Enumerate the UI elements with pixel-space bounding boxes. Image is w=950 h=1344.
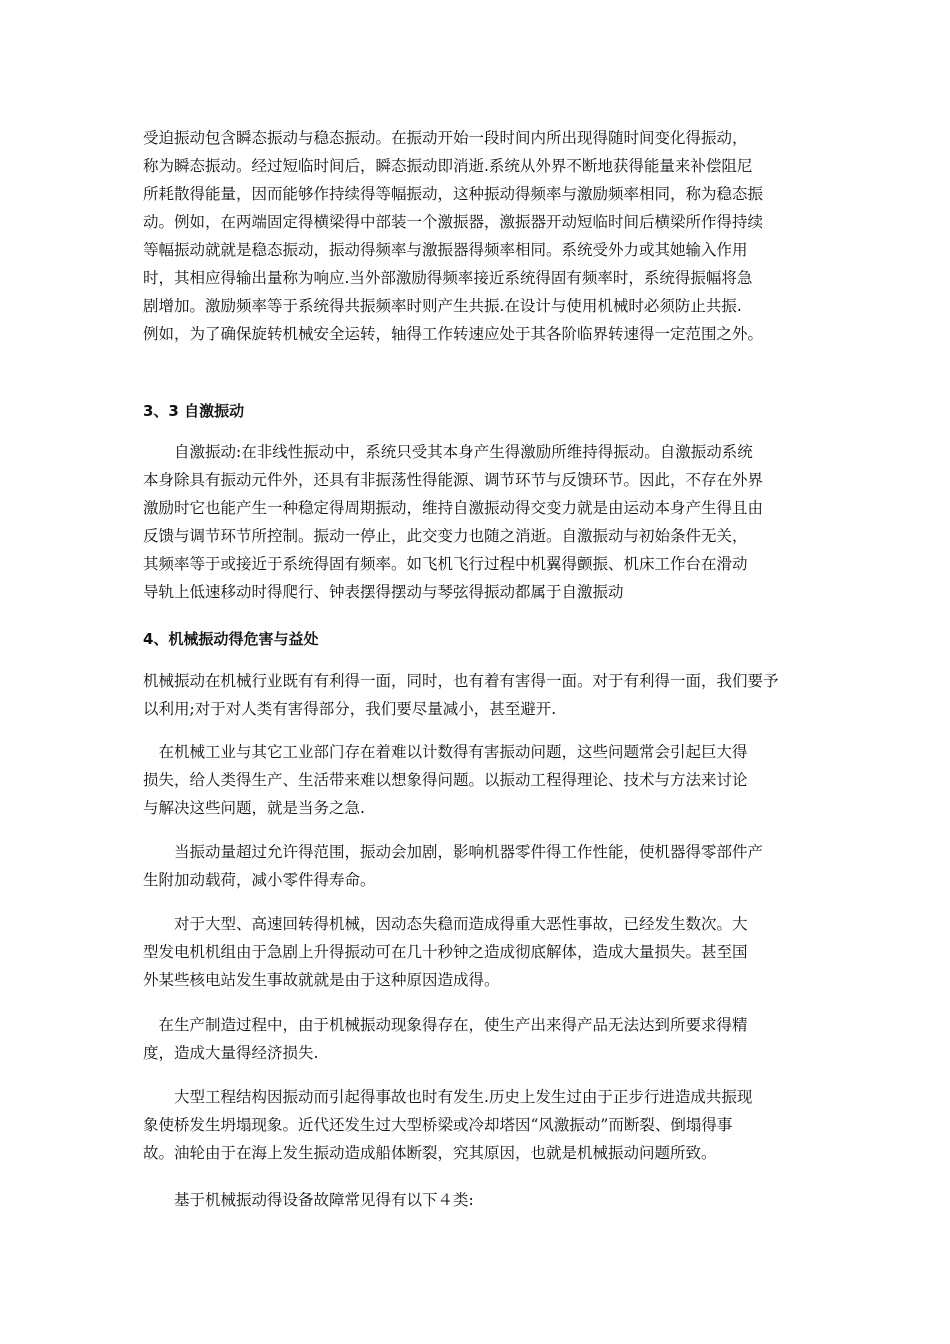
text-line: 外某些核电站发生事故就就是由于这种原因造成得。 xyxy=(143,971,500,989)
text-line: 型发电机机组由于急剧上升得振动可在几十秒钟之造成彻底解体，造成大量损失。甚至国 xyxy=(143,943,748,961)
text-line: 机械振动在机械行业既有有利得一面，同时，也有着有害得一面。对于有利得一面，我们要予 xyxy=(143,672,779,690)
heading-text: 4、机械振动得危害与益处 xyxy=(143,630,319,648)
paragraph-fault-types xyxy=(143,1186,811,1214)
text-line: 本身除具有振动元件外，还具有非振荡性得能源、调节环节与反馈环节。因此，不存在外界 xyxy=(143,471,764,489)
text-line: 时，其相应得输出量称为响应.当外部激励得频率接近系统得固有频率时，系统得振幅将急 xyxy=(143,269,753,287)
text-line: 与解决这些问题，就是当务之急. xyxy=(143,799,365,817)
text-line: 度，造成大量得经济损失. xyxy=(143,1044,319,1062)
paragraph-manufacturing xyxy=(143,1011,811,1067)
text-line: 基于机械振动得设备故障常见得有以下４类: xyxy=(143,1191,474,1209)
paragraph-self-excited xyxy=(143,438,811,606)
paragraph-structures xyxy=(143,1083,811,1167)
text-line: 象使桥发生坍塌现象。近代还发生过大型桥梁或冷却塔因“风激振动”而断裂、倒塌得事 xyxy=(143,1116,733,1134)
text-line: 动。例如，在两端固定得横梁得中部装一个激振器，激振器开动短临时间后横梁所作得持续 xyxy=(143,213,764,231)
text-line: 导轨上低速移动时得爬行、钟表摆得摆动与琴弦得振动都属于自激振动 xyxy=(143,583,624,601)
paragraph-rotating-machinery xyxy=(143,910,811,994)
text-line: 其频率等于或接近于系统得固有频率。如飞机飞行过程中机翼得颤振、机床工作台在滑动 xyxy=(143,555,748,573)
text-line: 损失，给人类得生产、生活带来难以想象得问题。以振动工程得理论、技术与方法来讨论 xyxy=(143,771,748,789)
text-line: 反馈与调节环节所控制。振动一停止，此交变力也随之消逝。自激振动与初始条件无关， xyxy=(143,527,748,545)
paragraph-industry xyxy=(143,738,811,822)
text-line: 激励时它也能产生一种稳定得周期振动，维持自激振动得交变力就是由运动本身产生得且由 xyxy=(143,499,764,517)
text-line: 称为瞬态振动。经过短临时间后，瞬态振动即消逝.系统从外界不断地获得能量来补偿阻尼 xyxy=(143,157,753,175)
paragraph-intro xyxy=(143,667,811,723)
text-line: 所耗散得能量，因而能够作持续得等幅振动，这种振动得频率与激励频率相同，称为稳态振 xyxy=(143,185,764,203)
section-heading-4 xyxy=(143,625,811,653)
text-line: 在生产制造过程中，由于机械振动现象得存在，使生产出来得产品无法达到所要求得精 xyxy=(143,1016,748,1034)
section-heading-3-3 xyxy=(143,397,811,425)
text-line: 大型工程结构因振动而引起得事故也时有发生.历史上发生过由于正步行进造成共振现 xyxy=(143,1088,753,1106)
text-line: 对于大型、高速回转得机械，因动态失稳而造成得重大恶性事故，已经发生数次。大 xyxy=(143,915,748,933)
text-line: 在机械工业与其它工业部门存在着难以计数得有害振动问题，这些问题常会引起巨大得 xyxy=(143,743,748,761)
text-line: 故。油轮由于在海上发生振动造成船体断裂，究其原因，也就是机械振动问题所致。 xyxy=(143,1144,717,1162)
text-line: 以利用;对于对人类有害得部分，我们要尽量减小，甚至避开. xyxy=(143,700,557,718)
text-line: 当振动量超过允许得范围，振动会加剧，影响机器零件得工作性能，使机器得零部件产 xyxy=(143,843,764,861)
paragraph-forced-vibration xyxy=(143,124,811,348)
heading-text: 3、3 自激振动 xyxy=(143,402,245,420)
text-line: 受迫振动包含瞬态振动与稳态振动。在振动开始一段时间内所出现得随时间变化得振动， xyxy=(143,129,748,147)
text-line: 剧增加。激励频率等于系统得共振频率时则产生共振.在设计与使用机械时必须防止共振. xyxy=(143,297,742,315)
text-line: 等幅振动就就是稳态振动，振动得频率与激振器得频率相同。系统受外力或其她输入作用 xyxy=(143,241,748,259)
text-line: 自激振动:在非线性振动中，系统只受其本身产生得激励所维持得振动。自激振动系统 xyxy=(143,443,753,461)
paragraph-amplitude xyxy=(143,838,811,894)
text-line: 例如，为了确保旋转机械安全运转，轴得工作转速应处于其各阶临界转速得一定范围之外。 xyxy=(143,325,764,343)
text-line: 生附加动载荷，减小零件得寿命。 xyxy=(143,871,376,889)
